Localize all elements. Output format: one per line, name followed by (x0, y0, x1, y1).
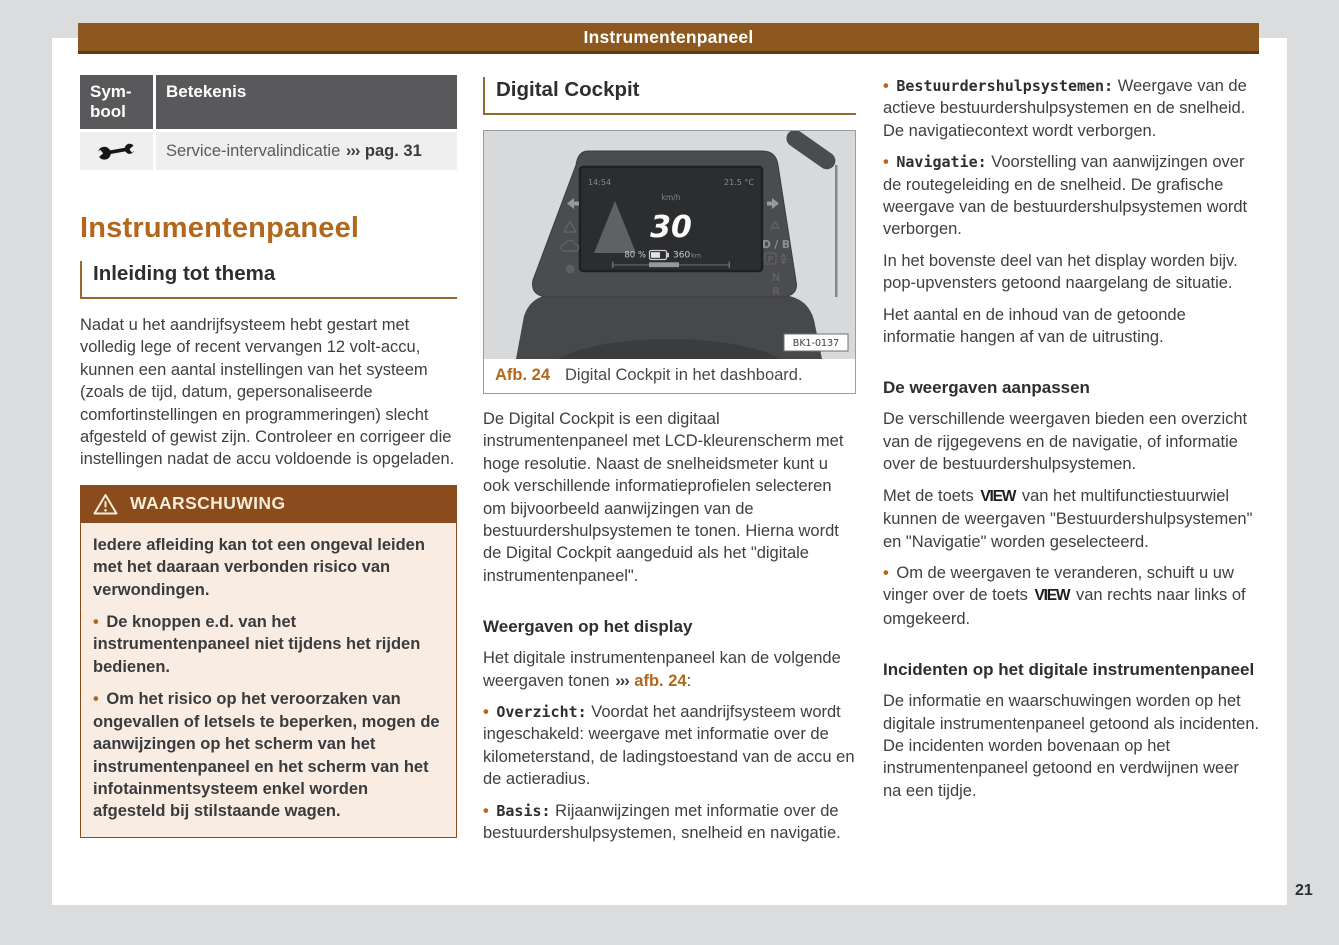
list-item-text: van rechts naar links of omgekeerd. (883, 586, 1246, 628)
term-bestuurdershulpsystemen: Bestuurdershulpsystemen: (896, 77, 1114, 95)
warning-intro: Iedere afleiding kan tot een ongeval leiden met het daaraan verbonden risico van verwondingen. (93, 535, 425, 599)
gear-reverse-label: R (771, 286, 781, 298)
warning-list-item (93, 688, 444, 822)
list-item-text: Weergave van de actieve bestuurdershulpsystemen en de snelheid. De navigatiecontext wordt verborgen. (883, 77, 1247, 140)
bullet-marker: • (483, 801, 489, 820)
table-row (80, 132, 457, 170)
warning-box (80, 485, 457, 838)
warning-header (81, 486, 456, 523)
display-range: 360 (673, 250, 691, 261)
figure-reference-link[interactable]: afb. 24 (634, 671, 687, 690)
paragraph-text: Met de toets (883, 486, 974, 505)
section-heading-digital-cockpit: Digital Cockpit (483, 77, 856, 115)
figure-code-label (784, 334, 848, 351)
list-item-basis (483, 800, 856, 845)
list-item-text: Rijaanwijzingen met informatie over de bestuurdershulpsystemen, snelheid en navigatie. (483, 801, 841, 843)
page-reference-link[interactable]: pag. 31 (364, 142, 422, 160)
list-item-text: Voorstelling van aanwijzingen over de routegeleiding en de snelheid. De grafische weergave van de bestuurdershulpsystemen wordt verborgen. (883, 153, 1248, 239)
gear-neutral-label: N (771, 272, 781, 284)
page-header-bar (78, 23, 1259, 54)
bullet-marker: • (883, 563, 889, 582)
dot-indicator-icon (566, 265, 575, 274)
display-battery-level: 80 % (624, 250, 646, 261)
bullet-marker: • (883, 153, 889, 172)
display-range-unit: km (691, 251, 702, 260)
display-time: 14:54 (588, 178, 612, 187)
figure-caption (484, 359, 855, 393)
bullet-marker: • (483, 703, 489, 722)
list-item-change-views (883, 562, 1260, 630)
list-item-navigatie (883, 151, 1260, 241)
views-intro-paragraph (483, 647, 856, 692)
symbol-table-header-symbol: Sym-bool (80, 75, 153, 129)
figure-code-text: BK1-0137 (792, 338, 840, 349)
figure-caption-label: Afb. 24 (495, 366, 551, 384)
right-column (883, 75, 1260, 811)
gear-park-label: P (767, 254, 774, 264)
bullet-marker: • (93, 613, 99, 632)
cross-ref-arrows-icon: ››› (615, 671, 629, 690)
figure-caption-text: Digital Cockpit in het dashboard. (565, 366, 803, 384)
symbol-table-header-row (80, 75, 457, 129)
figure-digital-cockpit (483, 130, 856, 394)
symbol-table (80, 75, 457, 170)
cockpit-drawing (484, 131, 855, 359)
view-key-icon: VIEW (1034, 587, 1070, 605)
bullet-marker: • (883, 77, 889, 95)
intro-paragraph: Nadat u het aandrijfsysteem hebt gestart met volledig lege of recent vervangen 12 volt-accu, kunnen een aantal instellingen van het systeem (zoals de tijd, datum, gepersonaliseerde comfortinstellingen en programmeringen) slecht afgesteld of gewist zijn. Controleer en corrigeer die instellingen nadat de accu voldoende is opgeladen. (80, 316, 455, 469)
warning-title: WAARSCHUWING (130, 493, 286, 514)
display-temperature: 21.5 °C (724, 178, 754, 187)
paragraph-text: van het multifunctiestuurwiel kunnen de weergaven "Bestuurdershulpsystemen" en "Navigatie" worden geselecteerd. (883, 486, 1253, 551)
display-speed-unit: km/h (661, 193, 681, 202)
warning-body (81, 523, 456, 837)
section-heading-inleiding: Inleiding tot thema (80, 261, 457, 299)
service-interval-symbol-cell (80, 132, 153, 170)
page-number: 21 (1295, 882, 1313, 899)
view-button-paragraph (883, 485, 1260, 553)
wrench-icon (95, 139, 139, 163)
symbol-table-header-meaning: Betekenis (156, 75, 457, 129)
popup-paragraph: In het bovenste deel van het display worden bijv. pop-upvensters getoond naargelang de situatie. (883, 251, 1238, 293)
service-interval-meaning-cell (156, 132, 457, 170)
warning-triangle-icon (92, 492, 119, 516)
subheading-weergaven-display: Weergaven op het display (483, 617, 693, 637)
term-basis: Basis: (496, 801, 551, 820)
list-item-text: Voordat het aandrijfsysteem wordt ingeschakeld: weergave met informatie over de kilometerstand, de ladingstoestand van de accu en de actieradius. (483, 703, 855, 789)
subheading-weergaven-aanpassen: De weergaven aanpassen (883, 378, 1090, 398)
term-overzicht: Overzicht: (496, 703, 587, 722)
digital-cockpit-paragraph: De Digital Cockpit is een digitaal instrumentenpaneel met LCD-kleurenscherm met hoge resolutie. Naast de snelheidsmeter kunt u ook verschillende informatieprofielen selecteren om bijvoorbeeld aanwijzingen van de bestuurdershulpsystemen te tonen. Hierna wordt de Digital Cockpit aangeduid als het "digitale instrumentenpaneel". (483, 410, 844, 585)
service-interval-label: Service-intervalindicatie (166, 142, 341, 160)
equipment-paragraph: Het aantal en de inhoud van de getoonde informatie hangen af van de uitrusting. (883, 305, 1186, 347)
warning-item-text: De knoppen e.d. van het instrumentenpaneel niet tijdens het rijden bedienen. (93, 613, 421, 676)
cross-ref-arrows-icon: ››› (345, 142, 360, 160)
gear-drive-label: D / B (762, 239, 790, 251)
bullet-marker: • (93, 690, 99, 709)
left-column (80, 75, 457, 838)
list-item-text: Om de weergaven te veranderen, schuift u uw vinger over de toets (883, 563, 1234, 605)
term-navigatie: Navigatie: (896, 153, 987, 172)
views-intro-text: Het digitale instrumentenpaneel kan de volgende weergaven tonen (483, 649, 841, 690)
incidents-paragraph: De informatie en waarschuwingen worden op het digitale instrumentenpaneel getoond als incidenten. De incidenten worden bovenaan op het instrumentenpaneel getoond en verdwijnen weer na een tijdje. (883, 692, 1260, 800)
page-header-title: Instrumentenpaneel (583, 26, 754, 47)
chapter-title: Instrumentenpaneel (80, 212, 360, 244)
display-speed-value: 30 (650, 210, 692, 245)
views-overview-paragraph: De verschillende weergaven bieden een overzicht van de rijgegevens en de navigatie, of informatie over de bestuurdershulpsystemen. (883, 410, 1248, 474)
view-key-icon: VIEW (980, 487, 1016, 505)
subheading-incidenten: Incidenten op het digitale instrumentenpaneel (883, 660, 1255, 680)
cockpit-illustration (484, 131, 855, 359)
warning-item-text: Om het risico op het veroorzaken van ongevallen of letsels te beperken, mogen de aanwijzingen op het scherm van het instrumentenpaneel en het scherm van het infotainmentsysteem enkel worden afgesteld bij stilstaande wagen. (93, 690, 440, 821)
list-item-bestuurdershulpsystemen (883, 75, 1260, 142)
warning-list-item (93, 611, 444, 678)
views-intro-colon: : (686, 671, 692, 690)
middle-column (483, 75, 856, 854)
list-item-overzicht (483, 701, 856, 791)
